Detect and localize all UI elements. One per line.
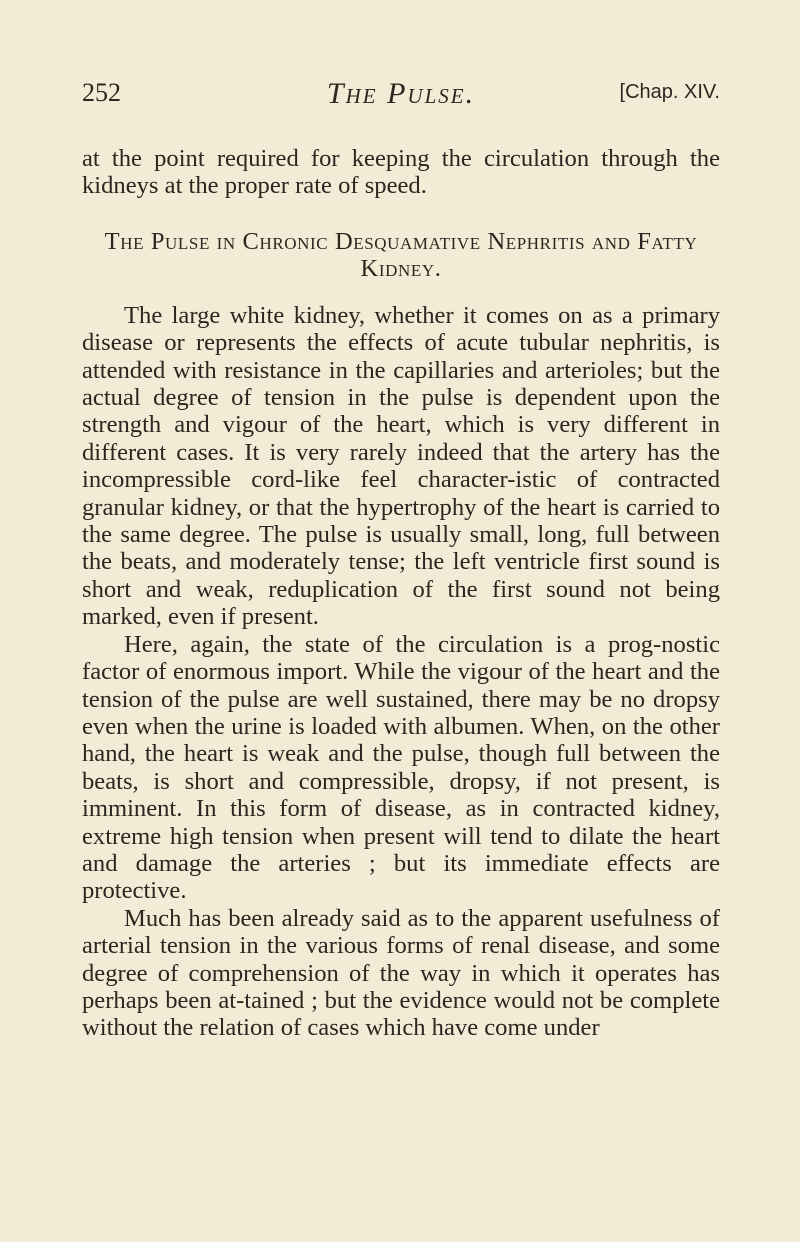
continuation-paragraph: at the point required for keeping the circulation through the kidneys at the proper rate of speed. xyxy=(82,145,720,200)
chapter-reference: [Chap. XIV. xyxy=(619,81,720,103)
running-head xyxy=(82,78,720,118)
section-heading: The Pulse in Chronic Desquamative Nephritis and Fatty Kidney. xyxy=(104,227,698,282)
page-number: 252 xyxy=(82,78,121,107)
book-page xyxy=(82,78,720,1042)
body-paragraph-3: Much has been already said as to the apparent usefulness of arterial tension in the various forms of renal disease, and some degree of comprehension of the way in which it operates has perhaps been at-tained ; but the evidence would not be complete without the relation of cases which have come under xyxy=(82,904,720,1042)
body-paragraph-1: The large white kidney, whether it comes on as a primary disease or represents the effects of acute tubular nephritis, is attended with resistance in the capillaries and arterioles; but the actual degree of tension in the pulse is dependent upon the strength and vigour of the heart, which is very different in different cases. It is very rarely indeed that the artery has the incompressible cord-like feel character-istic of contracted granular kidney, or that the hypertrophy of the heart is carried to the same degree. The pulse is usually small, long, full between the beats, and moderately tense; the left ventricle first sound is short and weak, reduplication of the first sound not being marked, even if present. xyxy=(82,301,720,631)
running-title: The Pulse. xyxy=(326,77,476,110)
body-paragraph-2: Here, again, the state of the circulation is a prog-nostic factor of enormous import. While the vigour of the heart and the tension of the pulse are well sustained, there may be no dropsy even when the urine is loaded with albumen. When, on the other hand, the heart is weak and the pulse, though full between the beats, is short and compressible, dropsy, if not present, is imminent. In this form of disease, as in contracted kidney, extreme high tension when present will tend to dilate the heart and damage the arteries ; but its immediate effects are protective. xyxy=(82,630,720,905)
